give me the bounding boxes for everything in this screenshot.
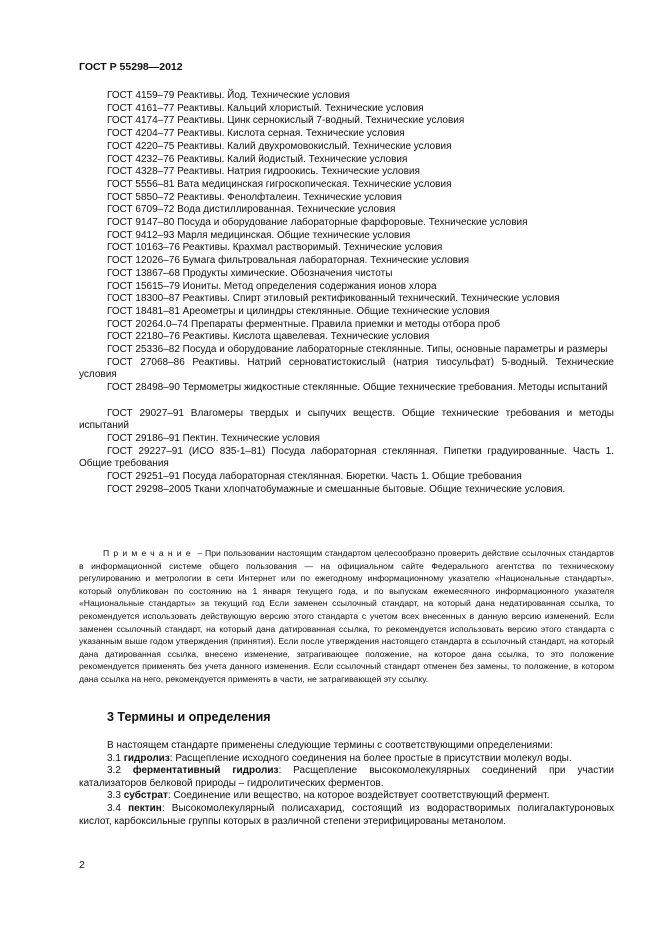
document-header: ГОСТ Р 55298—2012 (79, 61, 183, 73)
term-definition (79, 765, 614, 790)
term-text: : Расщепление исходного соединения на более простые в присутствии молекул воды. (169, 752, 572, 764)
reference-item: ГОСТ 4220–75 Реактивы. Калий двухромовокислый. Технические условия (107, 140, 452, 152)
reference-item: ГОСТ 18300–87 Реактивы. Спирт этиловый ректификованный технический. Технические условия (107, 293, 560, 305)
reference-item: ГОСТ 4159–79 Реактивы. Йод. Технические условия (107, 90, 350, 101)
reference-item: ГОСТ 4328–77 Реактивы. Натрия гидроокись. Технические условия (107, 166, 420, 178)
reference-item: ГОСТ 4161–77 Реактивы. Кальций хлористый. Технические условия (107, 102, 424, 114)
terms-section (79, 740, 614, 828)
note-label: Примечание (103, 548, 195, 558)
reference-item: ГОСТ 4174–77 Реактивы. Цинк сернокислый 7-водный. Технические условия (107, 115, 465, 127)
note-paragraph (79, 547, 614, 686)
reference-item: ГОСТ 15615–79 Иониты. Метод определения содержания ионов хлора (107, 280, 437, 292)
reference-item: ГОСТ 5850–72 Реактивы. Фенолфталеин. Технические условия (107, 191, 402, 203)
reference-item: ГОСТ 29227–91 (ИСО 835-1–81) Посуда лабораторная стеклянная. Пипетки градуированные. Часть 1. Общие требования (79, 445, 614, 470)
term-definition (79, 803, 614, 828)
reference-item: ГОСТ 25336–82 Посуда и оборудование лабораторные стеклянные. Типы, основные параметры и размеры (107, 344, 608, 356)
term-name: субстрат (123, 790, 168, 802)
note-text: – При пользовании настоящим стандартом целесообразно проверить действие ссылочных стандартов в информационной системе общего пользования — на официальном сайте Федерального агентства по техническому регулированию и метрологии в сети Интернет или по ежегодному информационному указателю «Национальные стандарты», который опубликован по состоянию на 1 января текущего года, и по выпускам ежемесячного информационного указателя «Национальные стандарты» за текущий год Если заменен ссылочный стандарт, на который дана недатированная ссылка, то рекомендуется использовать действующую версию этого стандарта с учетом всех внесенных в данную версию изменений. Если заменен ссылочный стандарт, на который дана датированная ссылка, то рекомендуется использовать версию этого стандарта с указанным выше годом утверждения (принятия). Если после утверждения настоящего стандарта в ссылочный стандарт, на который дана датированная ссылка, внесено изменение, затрагивающее положение, на которое дана ссылка, то это положение рекомендуется применять без учета данного изменения. Если ссылочный стандарт отменен без замены, то положение, в котором дана ссылка на него, рекомендуется применять в части, не затрагивающей эту ссылку. (79, 548, 614, 684)
term-name: ферментативный гидролиз (132, 765, 279, 777)
reference-item: ГОСТ 10163–76 Реактивы. Крахмал растворимый. Технические условия (107, 242, 443, 254)
reference-item: ГОСТ 18481–81 Ареометры и цилиндры стеклянные. Общие технические условия (107, 305, 490, 317)
reference-item: ГОСТ 13867–68 Продукты химические. Обозначения чистоты (107, 267, 393, 279)
reference-item: ГОСТ 9147–80 Посуда и оборудование лабораторные фарфоровые. Технические условия (107, 217, 528, 229)
reference-item: ГОСТ 20264.0–74 Препараты ферментные. Правила приемки и методы отбора проб (107, 318, 501, 330)
reference-item: ГОСТ 4232–76 Реактивы. Калий йодистый. Технические условия (107, 153, 408, 165)
reference-item: ГОСТ 29251–91 Посуда лабораторная стеклянная. Бюретки. Часть 1. Общие требования (107, 471, 522, 483)
term-definition (79, 753, 614, 766)
reference-item: ГОСТ 22180–76 Реактивы. Кислота щавелевая. Технические условия (107, 331, 430, 343)
reference-item: ГОСТ 29027–91 Влагомеры твердых и сыпучих веществ. Общие технические требования и методы испытаний (79, 407, 614, 432)
reference-item: ГОСТ 4204–77 Реактивы. Кислота серная. Технические условия (107, 128, 405, 140)
term-text: : Соединение или вещество, на которое воздействует соответствующий фермент. (167, 790, 550, 802)
reference-item: ГОСТ 28498–90 Термометры жидкостные стеклянные. Общие технические требования. Методы испытаний (107, 382, 608, 394)
term-number: 3.1 (107, 752, 124, 764)
reference-item: ГОСТ 29298–2005 Ткани хлопчатобумажные и смешанные бытовые. Общие технические условия. (107, 483, 566, 495)
reference-item: ГОСТ 6709–72 Вода дистиллированная. Технические условия (107, 204, 396, 216)
term-text: : Высокомолекулярный полисахарид, состоящий из водорастворимых полигалактуроновых кислот, карбоксильные группы которых в различной степени этерифицированы метанолом. (79, 802, 614, 827)
term-name: гидролиз (123, 752, 170, 764)
reference-item: ГОСТ 29186–91 Пектин. Технические условия (107, 432, 320, 444)
normative-references-list (79, 90, 614, 496)
term-definition (79, 790, 614, 803)
reference-item: ГОСТ 5556–81 Вата медицинская гигроскопическая. Технические условия (107, 178, 452, 190)
term-number: 3.2 (107, 765, 133, 777)
section-heading: 3 Термины и определения (107, 710, 271, 724)
term-number: 3.3 (107, 790, 124, 802)
term-name: пектин (128, 802, 162, 814)
reference-item: ГОСТ 27068–86 Реактивы. Натрий серноватистокислый (натрия тиосульфат) 5-водный. Технические условия (79, 356, 614, 381)
term-text: : Расщепление высокомолекулярных соединений при участии катализаторов белковой природы – гидролитических ферментов. (79, 765, 614, 789)
page-number: 2 (79, 859, 85, 871)
reference-item: ГОСТ 9412–93 Марля медицинская. Общие технические условия (107, 229, 411, 241)
reference-item: ГОСТ 12026–76 Бумага фильтровальная лабораторная. Технические условия (107, 255, 469, 267)
term-number: 3.4 (107, 802, 129, 814)
terms-intro: В настоящем стандарте применены следующие термины с соответствующими определениями: (107, 740, 553, 751)
